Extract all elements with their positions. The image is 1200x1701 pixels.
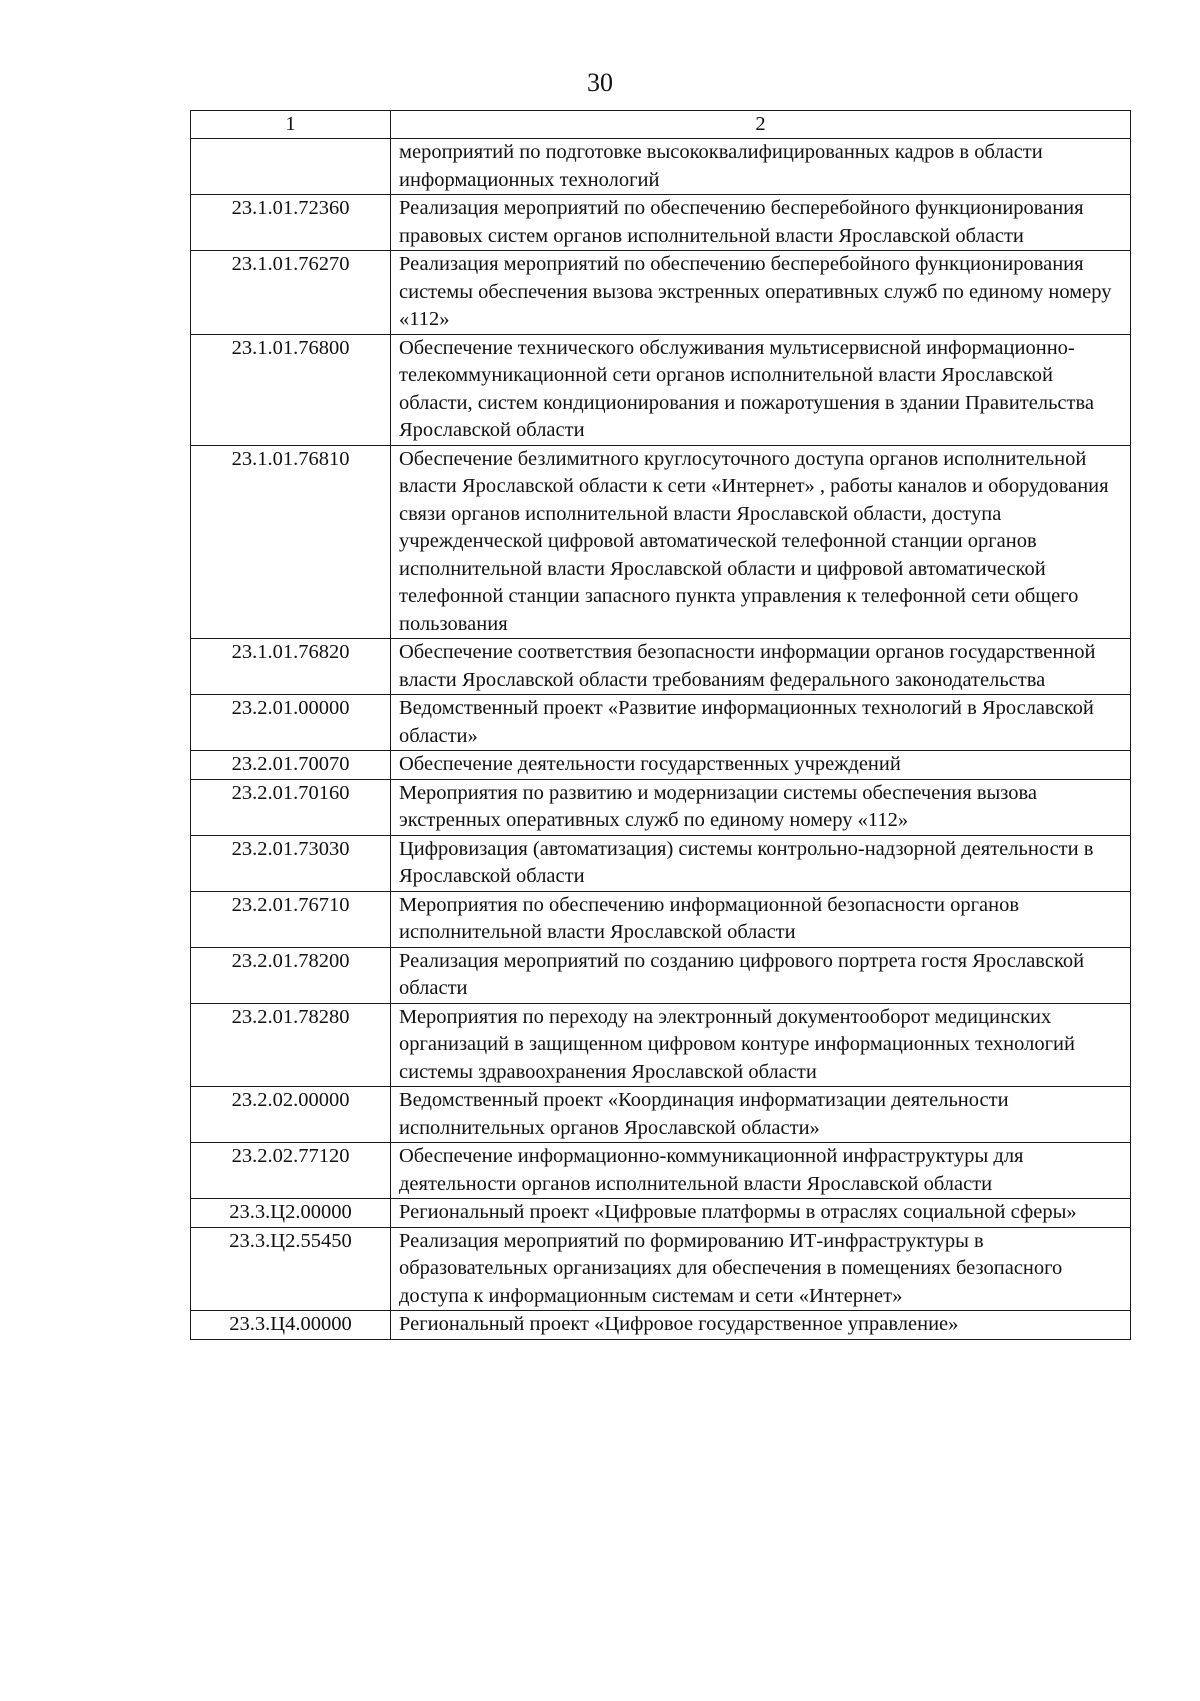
- table-row: [191, 835, 1131, 891]
- table-row: [191, 1003, 1131, 1087]
- table-row: [191, 947, 1131, 1003]
- row-description: Мероприятия по переходу на электронный документооборот медицинских организаций в защищенном цифровом контуре информационных технологий системы здравоохранения Ярославской области: [391, 1003, 1131, 1087]
- table-row: [191, 779, 1131, 835]
- row-code: 23.2.01.73030: [191, 835, 391, 891]
- row-description: Реализация мероприятий по обеспечению бесперебойного функционирования системы обеспечения вызова экстренных оперативных служб по единому номеру «112»: [391, 251, 1131, 335]
- row-description: Региональный проект «Цифровое государственное управление»: [391, 1311, 1131, 1340]
- row-code: 23.2.01.00000: [191, 695, 391, 751]
- row-description: Реализация мероприятий по созданию цифрового портрета гостя Ярославской области: [391, 947, 1131, 1003]
- row-code: 23.3.Ц2.55450: [191, 1227, 391, 1311]
- row-code: 23.1.01.76800: [191, 334, 391, 445]
- table-row: [191, 1199, 1131, 1228]
- table-row: [191, 334, 1131, 445]
- row-code: 23.1.01.72360: [191, 195, 391, 251]
- row-description: Реализация мероприятий по формированию ИТ-инфраструктуры в образовательных организациях для обеспечения в помещениях безопасного доступа к информационным системам и сети «Интернет»: [391, 1227, 1131, 1311]
- row-description: Обеспечение безлимитного круглосуточного доступа органов исполнительной власти Ярославской области к сети «Интернет» , работы каналов и оборудования связи органов исполнительной власти Ярославской области, доступа учрежденческой цифровой автоматической телефонной станции органов исполнительной власти Ярославской области и цифровой автоматической телефонной станции запасного пункта управления к телефонной сети общего пользования: [391, 445, 1131, 639]
- row-code: 23.3.Ц2.00000: [191, 1199, 391, 1228]
- row-description: Реализация мероприятий по обеспечению бесперебойного функционирования правовых систем органов исполнительной власти Ярославской области: [391, 195, 1131, 251]
- table-row: [191, 1227, 1131, 1311]
- row-code: 23.1.01.76820: [191, 639, 391, 695]
- table-body: [191, 139, 1131, 1340]
- row-description: Мероприятия по развитию и модернизации системы обеспечения вызова экстренных оперативных служб по единому номеру «112»: [391, 779, 1131, 835]
- row-code: 23.2.01.70070: [191, 751, 391, 780]
- row-code: 23.1.01.76270: [191, 251, 391, 335]
- row-code: 23.2.01.78200: [191, 947, 391, 1003]
- row-description: мероприятий по подготовке высококвалифицированных кадров в области информационных технологий: [391, 139, 1131, 195]
- row-description: Мероприятия по обеспечению информационной безопасности органов исполнительной власти Ярославской области: [391, 891, 1131, 947]
- table-row: [191, 251, 1131, 335]
- table-row: [191, 1087, 1131, 1143]
- row-code: 23.2.01.76710: [191, 891, 391, 947]
- row-code: [191, 139, 391, 195]
- table-header-row: [191, 111, 1131, 139]
- row-description: Обеспечение деятельности государственных учреждений: [391, 751, 1131, 780]
- table-row: [191, 195, 1131, 251]
- budget-code-table: [190, 110, 1131, 1340]
- row-code: 23.1.01.76810: [191, 445, 391, 639]
- row-description: Обеспечение технического обслуживания мультисервисной информационно-телекоммуникационной сети органов исполнительной власти Ярославской области, систем кондиционирования и пожаротушения в здании Правительства Ярославской области: [391, 334, 1131, 445]
- row-code: 23.2.02.77120: [191, 1143, 391, 1199]
- row-description: Региональный проект «Цифровые платформы в отраслях социальной сферы»: [391, 1199, 1131, 1228]
- row-code: 23.2.01.78280: [191, 1003, 391, 1087]
- row-code: 23.3.Ц4.00000: [191, 1311, 391, 1340]
- row-description: Ведомственный проект «Координация информатизации деятельности исполнительных органов Ярославской области»: [391, 1087, 1131, 1143]
- row-description: Обеспечение соответствия безопасности информации органов государственной власти Ярославской области требованиям федерального законодательства: [391, 639, 1131, 695]
- row-description: Цифровизация (автоматизация) системы контрольно-надзорной деятельности в Ярославской области: [391, 835, 1131, 891]
- row-code: 23.2.02.00000: [191, 1087, 391, 1143]
- table-row: [191, 695, 1131, 751]
- table-row: [191, 751, 1131, 780]
- row-description: Обеспечение информационно-коммуникационной инфраструктуры для деятельности органов исполнительной власти Ярославской области: [391, 1143, 1131, 1199]
- table-row: [191, 639, 1131, 695]
- column-header-description: 2: [391, 111, 1131, 139]
- column-header-code: 1: [191, 111, 391, 139]
- page-number: 30: [587, 68, 613, 97]
- table-row: [191, 891, 1131, 947]
- table-row: [191, 1143, 1131, 1199]
- table-row: [191, 139, 1131, 195]
- table-row: [191, 1311, 1131, 1340]
- table-row: [191, 445, 1131, 639]
- row-description: Ведомственный проект «Развитие информационных технологий в Ярославской области»: [391, 695, 1131, 751]
- row-code: 23.2.01.70160: [191, 779, 391, 835]
